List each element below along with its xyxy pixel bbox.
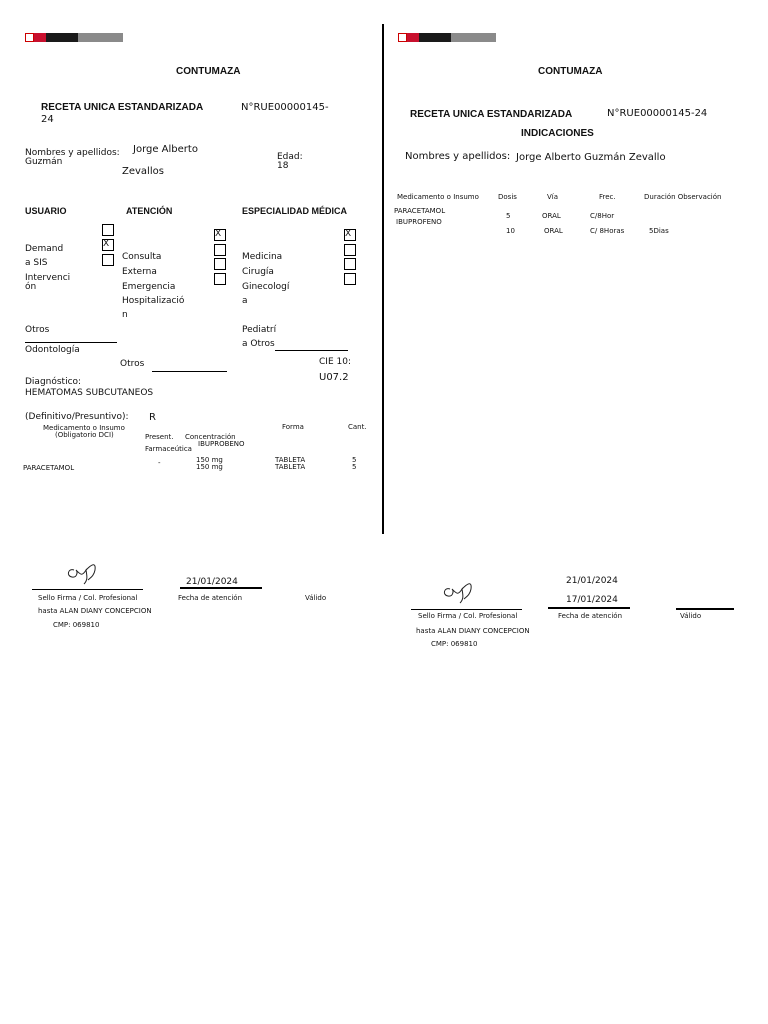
usuario-otros: Otros [25, 325, 50, 335]
atencion-checkbox-1[interactable] [214, 229, 226, 241]
atencion-consulta: Consulta [122, 252, 162, 262]
left-cmp: CMP: 069810 [53, 621, 100, 629]
usuario-interv-1: Intervenci [25, 273, 71, 283]
left-doctor: hasta ALAN DIANY CONCEPCION [38, 607, 152, 615]
left-form-title: RECETA UNICA ESTANDARIZADA [41, 102, 204, 113]
usuario-mark-x: X [103, 239, 110, 249]
right-form-title: RECETA UNICA ESTANDARIZADA [410, 109, 573, 120]
row1-cant: 5 [352, 456, 357, 464]
usuario-checkbox-3[interactable] [102, 254, 114, 266]
right-doctor: hasta ALAN DIANY CONCEPCION [416, 627, 530, 635]
signature-right-icon [438, 577, 478, 605]
left-name-part3: Zevallos [122, 166, 164, 177]
left-name-part2: Guzmán [25, 157, 63, 167]
usuario-header: USUARIO [25, 206, 67, 216]
right-sello-label: Sello Firma / Col. Profesional [418, 612, 518, 620]
def-pres-value: R [149, 412, 156, 423]
th-via: Vía [547, 193, 559, 201]
left-fecha-label: Fecha de atención [178, 594, 243, 602]
indicaciones-title: INDICACIONES [521, 128, 594, 139]
right-date-line [548, 607, 630, 609]
otros2-line [152, 371, 227, 372]
cie-label: CIE 10: [319, 357, 351, 367]
peru-shield-icon [25, 33, 34, 42]
left-sello-label: Sello Firma / Col. Profesional [38, 594, 138, 602]
especialidad-checkbox-3[interactable] [344, 258, 356, 270]
th-dosis: Dosis [498, 193, 517, 201]
logo-peru-text: PERÚ [408, 45, 416, 49]
rrow2-duracion: 5Dias [649, 227, 669, 235]
usuario-demanda-2: a SIS [25, 258, 48, 268]
cie-value: U07.2 [319, 372, 349, 383]
atencion-hosp-1: Hospitalizació [122, 296, 185, 306]
signature-left-icon [62, 558, 102, 586]
rrow2-dosis: 10 [506, 227, 515, 235]
especialidad-checkbox-2[interactable] [344, 244, 356, 256]
otros2-label: Otros [120, 359, 145, 369]
left-date: 21/01/2024 [186, 577, 238, 587]
especialidad-checkbox-4[interactable] [344, 273, 356, 285]
rrow1-med: PARACETAMOL [394, 207, 446, 215]
especialidad-header: ESPECIALIDAD MÉDICA [242, 206, 348, 216]
atencion-checkbox-3[interactable] [214, 258, 226, 270]
row2-forma: TABLETA [275, 463, 306, 471]
logo-ministry-text: Ministerio de Salud [420, 45, 449, 49]
right-rx-number: N°RUE00000145-24 [607, 108, 708, 119]
atencion-header: ATENCIÓN [126, 206, 173, 216]
logo-ministry-text: Ministerio de Salud [47, 45, 76, 49]
logo-region-text: Región Integral de Salud [79, 45, 116, 49]
forma-header: Forma [282, 423, 304, 431]
right-valido-line [676, 608, 734, 610]
right-name-label: Nombres y apellidos: [405, 151, 511, 162]
row1-conc: 150 mg [196, 456, 223, 464]
atencion-externa: Externa [122, 267, 157, 277]
left-signature-line [32, 589, 143, 590]
th-medicamento: Medicamento o Insumo [397, 193, 479, 201]
row2-cant: 5 [352, 463, 357, 471]
especialidad-checkbox-1[interactable] [344, 229, 356, 241]
usuario-demanda-1: Demand [25, 244, 64, 254]
minsa-logo-right [398, 33, 496, 49]
left-rx-number-line2: 24 [41, 114, 54, 125]
present-header-1: Present. [145, 433, 174, 441]
left-valido-label: Válido [305, 594, 327, 602]
atencion-hosp-2: n [122, 310, 128, 320]
present-header-2: Farmaceútica [145, 445, 192, 453]
left-name-label: Nombres y apellidos: [25, 148, 120, 158]
right-fecha-label: Fecha de atención [558, 612, 623, 620]
usuario-interv-2: ón [25, 282, 37, 292]
right-clinic-name: CONTUMAZA [538, 66, 603, 77]
rrow1-frec: C/8Hor [590, 212, 615, 220]
atencion-emergencia: Emergencia [122, 282, 176, 292]
usuario-checkbox-2[interactable] [102, 239, 114, 251]
conc-header: Concentración [185, 433, 236, 441]
usuario-otros-line [25, 342, 117, 343]
left-clinic-name: CONTUMAZA [176, 66, 241, 77]
esp-gineco-2: a [242, 296, 248, 306]
logo-region-text: Región Integral de Salud [452, 45, 489, 49]
atencion-checkbox-4[interactable] [214, 273, 226, 285]
usuario-checkbox-1[interactable] [102, 224, 114, 236]
center-divider [382, 24, 384, 534]
right-date-1: 21/01/2024 [566, 576, 618, 586]
esp-cirugia: Cirugía [242, 267, 274, 277]
row1-forma: TABLETA [275, 456, 306, 464]
minsa-logo-left [25, 33, 123, 49]
row2-conc: 150 mg [196, 463, 223, 471]
th-frec: Frec. [599, 193, 616, 201]
atencion-checkbox-2[interactable] [214, 244, 226, 256]
atencion-mark-x: X [215, 229, 222, 239]
rrow1-via: ORAL [542, 212, 561, 220]
rrow2-med: IBUPROFENO [396, 218, 442, 226]
left-name-part1: Jorge Alberto [133, 144, 198, 155]
rrow2-frec: C/ 8Horas [590, 227, 625, 235]
right-cmp: CMP: 069810 [431, 640, 478, 648]
esp-pediatria-2: a Otros [242, 339, 275, 349]
odontologia-label: Odontología [25, 345, 80, 355]
med-header-2: (Obligatorio DCI) [55, 431, 114, 439]
med-first-name: PARACETAMOL [23, 464, 75, 472]
present-dash: - [158, 459, 161, 467]
left-rx-number-line1: N°RUE00000145- [241, 102, 329, 113]
right-valido-label: Válido [680, 612, 702, 620]
left-age-value: 18 [277, 161, 289, 171]
med-header-1: Medicamento o Insumo [43, 424, 125, 432]
peru-shield-icon [398, 33, 407, 42]
right-name-value: Jorge Alberto Guzmán Zevallo [516, 152, 666, 163]
diag-value: HEMATOMAS SUBCUTANEOS [25, 388, 154, 398]
rrow2-via: ORAL [544, 227, 563, 235]
diag-label: Diagnóstico: [25, 377, 82, 387]
def-pres-label: (Definitivo/Presuntivo): [25, 412, 129, 422]
th-duracion: Duración Observación [644, 193, 722, 201]
left-date-line [180, 587, 262, 589]
left-age-label: Edad: [277, 152, 303, 162]
cant-header: Cant. [348, 423, 367, 431]
logo-peru-text: PERÚ [35, 45, 43, 49]
esp-medicina: Medicina [242, 252, 283, 262]
esp-otros-line [275, 350, 348, 351]
right-date-2: 17/01/2024 [566, 595, 618, 605]
esp-gineco-1: Ginecologí [242, 282, 290, 292]
esp-pediatria-1: Pediatrí [242, 325, 277, 335]
med-second-name: IBUPROBENO [198, 440, 245, 448]
right-signature-line [411, 609, 522, 610]
rrow1-dosis: 5 [506, 212, 511, 220]
especialidad-mark-x: X [345, 229, 352, 239]
